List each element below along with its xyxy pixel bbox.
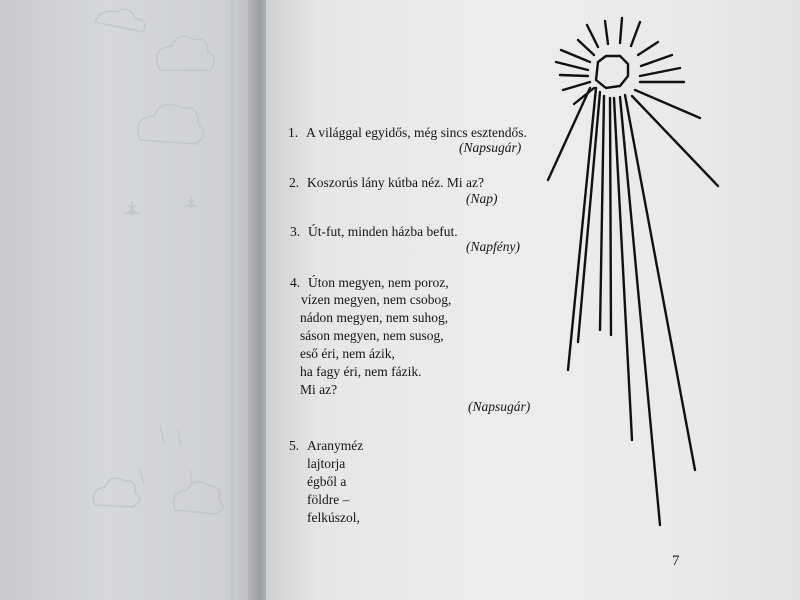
riddle-answer: (Napsugár): [459, 140, 522, 155]
riddle-line: lajtorja: [307, 456, 346, 471]
riddle-answer: (Napfény): [466, 239, 520, 254]
riddle-answer: (Napsugár): [468, 399, 531, 414]
riddle-line: Koszorús lány kútba néz. Mi az?: [307, 175, 484, 190]
riddle-line: A világgal egyidős, még sincs esztendős.: [306, 125, 527, 140]
riddle-line: felkúszol,: [307, 510, 360, 525]
riddle-line: ha fagy éri, nem fázik.: [300, 364, 422, 379]
riddle-answer: (Nap): [466, 191, 498, 206]
riddle-line: eső éri, nem ázik,: [300, 346, 395, 361]
riddle-line: sáson megyen, nem susog,: [300, 328, 444, 343]
riddle-line: Út-fut, minden házba befut.: [308, 224, 458, 239]
riddle-line: Mi az?: [300, 382, 338, 397]
riddle-line: nádon megyen, nem suhog,: [300, 310, 449, 325]
riddle-line: égből a: [307, 474, 347, 489]
riddle-number: 1.: [288, 125, 299, 140]
riddle-line: Aranyméz: [307, 438, 364, 453]
riddle-line: földre –: [307, 492, 350, 507]
riddle-number: 4.: [290, 275, 301, 290]
riddle-number: 3.: [290, 224, 301, 239]
riddle-number: 2.: [289, 175, 300, 190]
page-number: 7: [672, 553, 680, 569]
riddle-line: Úton megyen, nem poroz,: [308, 275, 449, 290]
riddle-line: vízen megyen, nem csobog,: [301, 292, 452, 307]
riddle-number: 5.: [289, 438, 300, 453]
